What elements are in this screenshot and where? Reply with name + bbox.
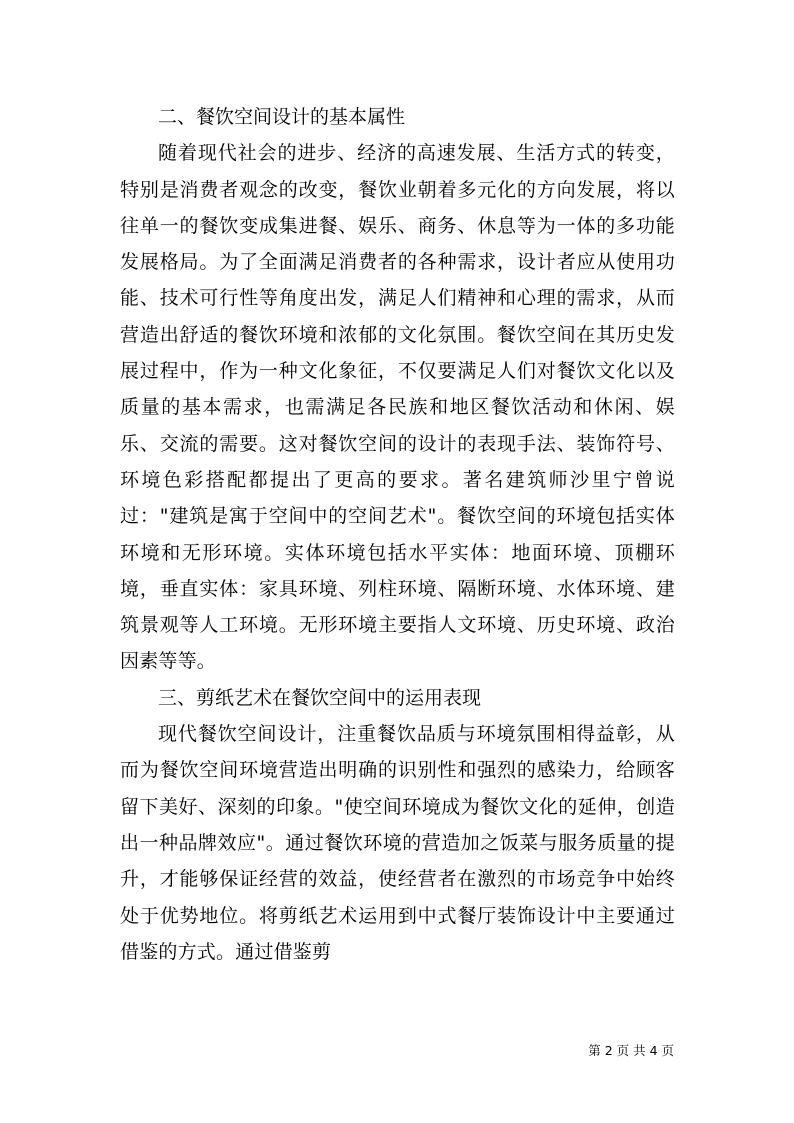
section-heading-2: 二、餐饮空间设计的基本属性	[158, 106, 406, 128]
section-paragraph-2: 随着现代社会的进步、经济的高速发展、生活方式的转变，特别是消费者观念的改变，餐饮业朝着多元化的方向发展，将以往单一的餐饮变成集进餐、娱乐、商务、休息等为一体的多功能发展格局。为了全面满足消费者的各种需求，设计者应从使用功能、技术可行性等角度出发，满足人们精神和心理的需求，从而营造出舒适的餐饮环境和浓郁的文化氛围。餐饮空间在其历史发展过程中，作为一种文化象征，不仅要满足人们对餐饮文化以及质量的基本需求，也需满足各民族和地区餐饮活动和休闲、娱乐、交流的需要。这对餐饮空间的设计的表现手法、装饰符号、环境色彩搭配都提出了更高的要求。著名建筑师沙里宁曾说过："建筑是寓于空间中的空间艺术"。餐饮空间的环境包括实体环境和无形环境。实体环境包括水平实体：地面环境、顶棚环境，垂直实体：家具环境、列柱环境、隔断环境、水体环境、建筑景观等人工环境。无形环境主要指人文环境、历史环境、政治因素等等。	[120, 142, 675, 673]
page-number-footer: 第 2 页 共 4 页	[588, 1043, 674, 1058]
section-paragraph-3: 现代餐饮空间设计，注重餐饮品质与环境氛围相得益彰，从而为餐饮空间环境营造出明确的识别性和强烈的感染力，给顾客留下美好、深刻的印象。"使空间环境成为餐饮文化的延伸，创造出一种品牌效应"。通过餐饮环境的营造加之饭菜与服务质量的提升，才能够保证经营的效益，使经营者在激烈的市场竞争中始终处于优势地位。将剪纸艺术运用到中式餐厅装饰设计中主要通过借鉴的方式。通过借鉴剪	[120, 723, 675, 963]
document-body	[120, 99, 675, 970]
section-heading-3: 三、剪纸艺术在餐饮空间中的运用表现	[158, 686, 482, 709]
